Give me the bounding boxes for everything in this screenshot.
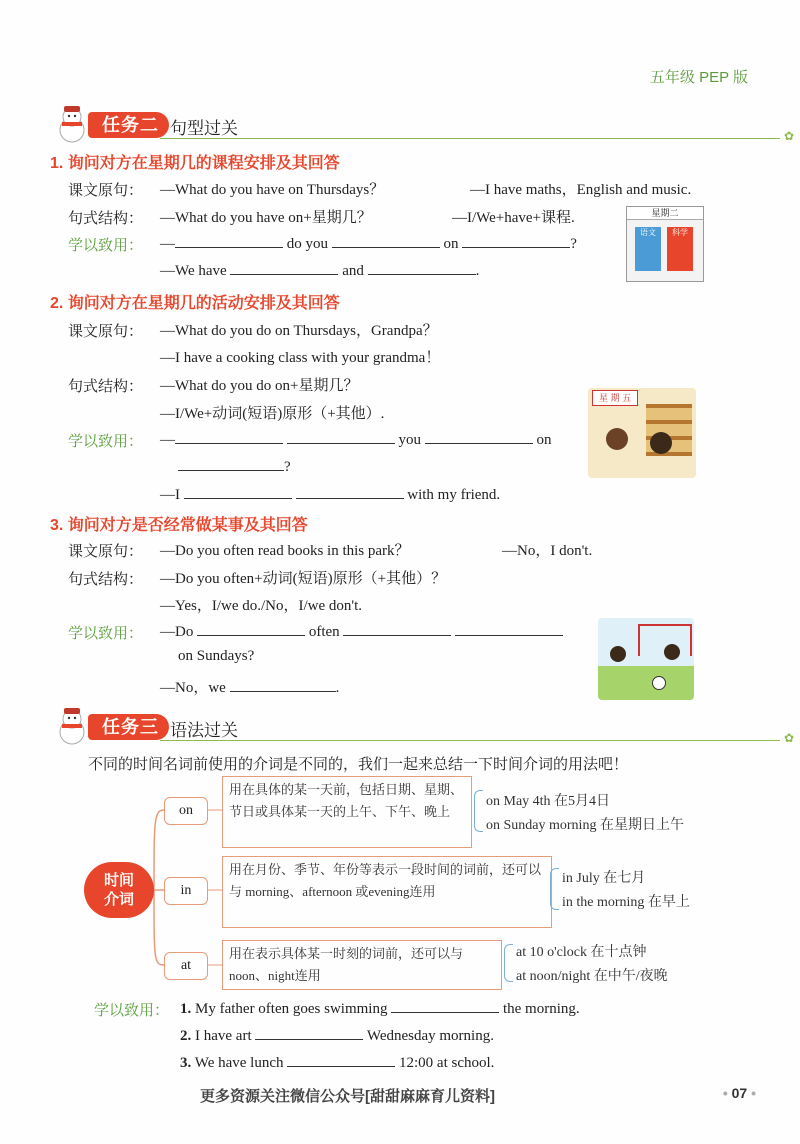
q-num: 3. [180, 1055, 192, 1071]
s2-struct-q: —What do you do on+星期几？ [160, 378, 359, 394]
label-apply: 学以致用： [68, 625, 144, 642]
blank-input[interactable] [343, 621, 451, 636]
text: — [160, 236, 175, 252]
text: you [398, 432, 421, 448]
practice-q3 [180, 1052, 494, 1072]
s1-original-a: —I have maths，English and music. [470, 182, 692, 198]
section3-title: 3. 询问对方是否经常做某事及其回答 [50, 517, 308, 534]
dot-icon: • [747, 1085, 756, 1101]
text: ? [284, 459, 291, 475]
label-apply: 学以致用： [68, 237, 144, 254]
practice-label: 学以致用： [94, 1002, 170, 1019]
grammar-intro: 不同的时间名词前使用的介词是不同的，我们一起来总结一下时间介词的用法吧！ [88, 756, 629, 773]
example-on-1: on May 4th 在5月4日 [486, 794, 611, 809]
example-at-1: at 10 o'clock 在十点钟 [516, 945, 647, 960]
text: on [443, 236, 459, 252]
blank-input[interactable] [287, 429, 395, 444]
text: I have art [195, 1028, 252, 1044]
text: on [536, 432, 552, 448]
label-original: 课文原句： [68, 323, 144, 340]
label-apply: 学以致用： [68, 433, 144, 450]
blank-input[interactable] [178, 456, 284, 471]
label-original: 课文原句： [68, 182, 144, 199]
text: . [475, 263, 480, 279]
library-illustration [588, 388, 696, 478]
text: —I [160, 487, 180, 503]
child-icon [650, 432, 672, 454]
section2-title: 2. 询问对方在星期几的活动安排及其回答 [50, 295, 340, 312]
task2-title: 句型过关 [170, 119, 238, 138]
s2-original-q: —What do you do on Thursdays，Grandpa？ [160, 323, 438, 339]
bracket [504, 944, 513, 982]
desc-in: 用在月份、季节、年份等表示一段时间的词前，还可以与 morning、afternoon 或evening连用 [222, 856, 552, 928]
grass [598, 666, 694, 700]
s2-apply-1b [178, 456, 291, 476]
blank-input[interactable] [175, 429, 283, 444]
snowman-mascot-icon [52, 706, 92, 746]
bracket [474, 790, 483, 832]
blank-input[interactable] [175, 233, 283, 248]
s1-apply-2 [160, 260, 479, 280]
s3-apply-1 [160, 621, 563, 641]
q-num: 2. [180, 1028, 192, 1044]
dot-icon: • [722, 1085, 732, 1101]
s2-struct-a: —I/We+动词(短语)原形（+其他）. [160, 406, 385, 422]
book-label: 语文 [640, 228, 656, 237]
divider [160, 138, 780, 139]
desc-on: 用在具体的某一天前，包括日期、星期、节日或具体某一天的上午、下午、晚上 [222, 776, 472, 848]
page-number-value: 07 [731, 1085, 748, 1101]
timetable-illustration [626, 206, 704, 282]
blank-input[interactable] [197, 621, 305, 636]
text: . [335, 680, 340, 696]
text: ? [570, 236, 577, 252]
divider [160, 740, 780, 741]
blank-input[interactable] [332, 233, 440, 248]
blank-input[interactable] [425, 429, 533, 444]
text: do you [286, 236, 328, 252]
example-at-2: at noon/night 在中午/夜晚 [516, 969, 668, 984]
node-on: on [164, 797, 208, 825]
text: —No，we [160, 680, 226, 696]
blank-input[interactable] [391, 998, 499, 1013]
text: My father often goes swimming [195, 1001, 388, 1017]
s3-original-a: —No，I don't. [502, 543, 593, 559]
text: the morning. [502, 1001, 580, 1017]
label-structure: 句式结构： [68, 378, 144, 395]
book-label: 科学 [672, 228, 688, 237]
practice-q1 [180, 998, 580, 1018]
park-illustration [598, 618, 694, 700]
text: We have lunch [194, 1055, 284, 1071]
s3-apply-2 [160, 676, 339, 697]
s1-original-q: —What do you have on Thursdays？ [160, 182, 385, 198]
s2-apply-2 [160, 484, 500, 504]
s3-struct-q: —Do you often+动词(短语)原形（+其他）？ [160, 571, 447, 587]
text: and [342, 263, 364, 279]
section1-title: 1. 询问对方在星期几的课程安排及其回答 [50, 155, 340, 172]
blank-input[interactable] [184, 484, 292, 499]
text: 12:00 at school. [399, 1055, 495, 1071]
example-in-2: in the morning 在早上 [562, 895, 690, 910]
footer-text: 更多资源关注微信公众号[甜甜麻麻育儿资料] [200, 1088, 495, 1105]
text: —We have [160, 263, 227, 279]
soccer-ball-icon [652, 676, 666, 690]
example-in-1: in July 在七月 [562, 871, 646, 886]
blank-input[interactable] [287, 1052, 395, 1067]
label-structure: 句式结构： [68, 571, 144, 588]
task3-title: 语法过关 [170, 721, 238, 740]
page-number [723, 1085, 756, 1101]
task3-badge: 任务三 [88, 714, 169, 740]
grade-label: 五年级 PEP 版 [649, 69, 748, 86]
pic-title: 星 期 五 [592, 390, 638, 406]
blank-input[interactable] [230, 677, 336, 692]
child-icon [664, 644, 680, 660]
s2-original-a: —I have a cooking class with your grandma！ [160, 350, 441, 366]
label-structure: 句式结构： [68, 210, 144, 227]
blank-input[interactable] [230, 260, 338, 275]
center-line1: 时间 [103, 872, 134, 889]
s3-struct-a: —Yes，I/we do./No，I/we don't. [160, 598, 363, 614]
blank-input[interactable] [296, 484, 404, 499]
blank-input[interactable] [368, 260, 476, 275]
blank-input[interactable] [462, 233, 570, 248]
example-on-2: on Sunday morning 在星期日上午 [486, 818, 684, 833]
blank-input[interactable] [455, 621, 563, 636]
center-line2: 介词 [103, 891, 134, 908]
s1-struct-a: —I/We+have+课程. [452, 210, 575, 226]
book-icon [667, 227, 693, 271]
s2-apply-1 [160, 429, 552, 449]
label-original: 课文原句： [68, 543, 144, 560]
q-num: 1. [180, 1001, 192, 1017]
s1-struct-q: —What do you have on+星期几？ [160, 210, 372, 226]
desc-at: 用在表示具体某一时刻的词前，还可以与noon、night连用 [222, 940, 502, 990]
bracket [550, 868, 559, 910]
task2-header [52, 108, 752, 142]
book-icon [635, 227, 661, 271]
node-in: in [164, 877, 208, 905]
snowman-mascot-icon [52, 104, 92, 144]
text: with my friend. [407, 487, 501, 503]
pic-title: 星期二 [627, 207, 703, 220]
task2-badge: 任务二 [88, 112, 169, 138]
s3-apply-1b: on Sundays? [178, 648, 255, 664]
child-icon [606, 428, 628, 450]
text: Wednesday morning. [366, 1028, 494, 1044]
s1-apply-1 [160, 233, 577, 253]
text: — [160, 432, 175, 448]
text: often [308, 624, 340, 640]
child-icon [610, 646, 626, 662]
blank-input[interactable] [255, 1025, 363, 1040]
text: —Do [160, 624, 194, 640]
node-at: at [164, 952, 208, 980]
practice-q2 [180, 1025, 494, 1045]
task3-header [52, 710, 752, 744]
s3-original-q: —Do you often read books in this park？ [160, 543, 410, 559]
time-preposition-node [84, 862, 154, 918]
